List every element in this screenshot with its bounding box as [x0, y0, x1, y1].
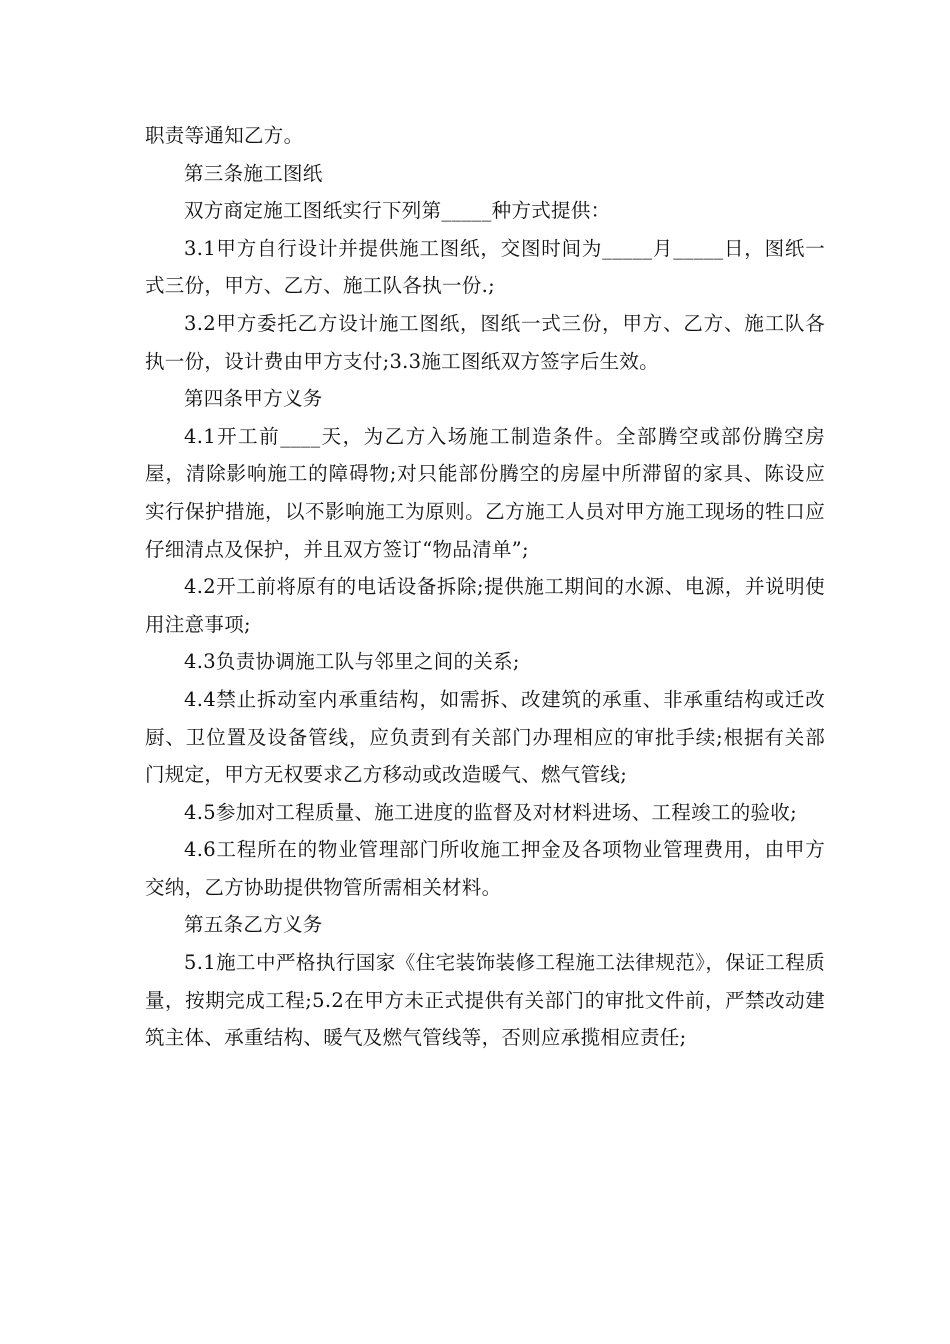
paragraph-continuation: 职责等通知乙方。 — [145, 124, 304, 147]
paragraph-4-1: 4.1开工前____天，为乙方入场施工制造条件。全部腾空或部份腾空房屋，清除影响施工的障碍物;对只能部份腾空的房屋中所滞留的家具、陈设应实行保护措施，以不影响施工为原则。乙方施工人员对甲方施工现场的牲口应仔细清点及保护，并且双方签订“物品清单”; — [145, 424, 825, 561]
paragraph-3-2: 3.2甲方委托乙方设计施工图纸，图纸一式三份，甲方、乙方、施工队各执一份，设计费由甲方支付;3.3施工图纸双方签字后生效。 — [145, 311, 825, 373]
paragraph-4-5: 4.5参加对工程质量、施工进度的监督及对材料进场、工程竣工的验收; — [184, 800, 797, 824]
heading-article-3: 第三条施工图纸 — [184, 161, 323, 185]
paragraph-5-1: 5.1施工中严格执行国家《住宅装饰装修工程施工法律规范》，保证工程质量，按期完成工程;5.2在甲方未正式提供有关部门的审批文件前，严禁改动建筑主体、承重结构、暖气及燃气管线等，否则应承揽相应责任; — [145, 951, 825, 1050]
paragraph-article-3-intro: 双方商定施工图纸实行下列第_____种方式提供： — [184, 199, 611, 223]
paragraph-4-3: 4.3负责协调施工队与邻里之间的关系; — [184, 650, 520, 674]
heading-article-5: 第五条乙方义务 — [184, 913, 323, 937]
paragraph-4-4: 4.4禁止拆动室内承重结构，如需拆、改建筑的承重、非承重结构或迁改厨、卫位置及设备管线，应负责到有关部门办理相应的审批手续;根据有关部门规定，甲方无权要求乙方移动或改造暖气、燃气管线; — [145, 687, 825, 787]
document-page — [145, 117, 825, 1057]
heading-article-4: 第四条甲方义务 — [184, 387, 323, 411]
paragraph-4-6: 4.6工程所在的物业管理部门所收施工押金及各项物业管理费用，由甲方交纳，乙方协助提供物管所需相关材料。 — [145, 838, 825, 899]
paragraph-4-2: 4.2开工前将原有的电话设备拆除;提供施工期间的水源、电源，并说明使用注意事项; — [145, 575, 825, 636]
paragraph-3-1: 3.1甲方自行设计并提供施工图纸，交图时间为_____月_____日，图纸一式三份，甲方、乙方、施工队各执一份.; — [145, 236, 825, 298]
